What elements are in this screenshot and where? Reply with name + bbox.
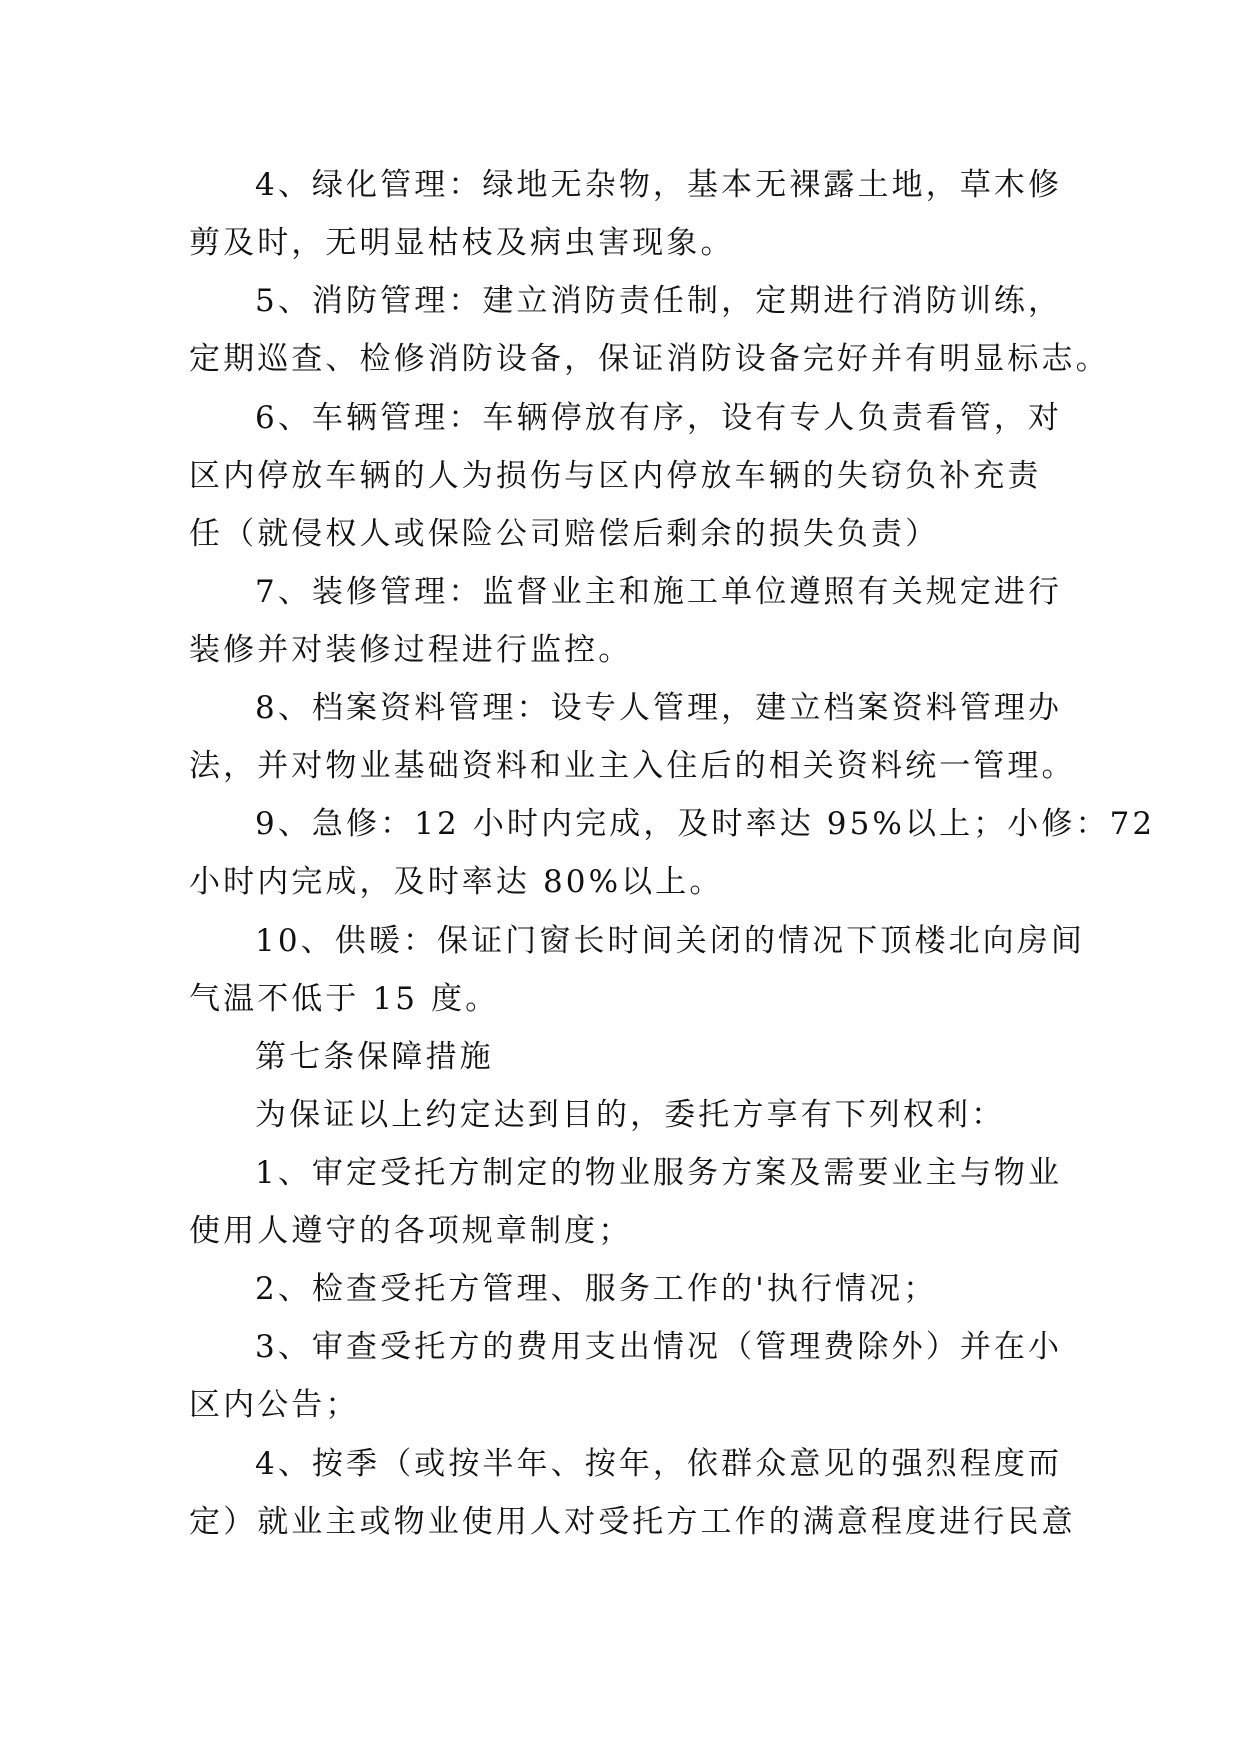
text-line: 定）就业主或物业使用人对受托方工作的满意程度进行民意 <box>189 1504 1076 1540</box>
text-line: 9、急修：12 小时内完成，及时率达 95%以上；小修：72 <box>255 806 1156 842</box>
text-line: 10、供暖：保证门窗长时间关闭的情况下顶楼北向房间 <box>255 923 1085 959</box>
text-line: 5、消防管理：建立消防责任制，定期进行消防训练， <box>255 283 1063 319</box>
text-line: 2、检查受托方管理、服务工作的'执行情况； <box>255 1271 938 1307</box>
text-line: 任（就侵权人或保险公司赔偿后剩余的损失负责） <box>189 516 940 552</box>
text-line: 气温不低于 15 度。 <box>189 981 500 1017</box>
text-line: 定期巡查、检修消防设备，保证消防设备完好并有明显标志。 <box>189 341 1110 377</box>
text-line: 区内停放车辆的人为损伤与区内停放车辆的失窃负补充责 <box>189 458 1042 494</box>
text-line: 4、绿化管理：绿地无杂物，基本无裸露土地，草木修 <box>255 167 1063 203</box>
text-line: 6、车辆管理：车辆停放有序，设有专人负责看管，对 <box>255 400 1063 436</box>
text-line: 区内公告； <box>189 1387 360 1423</box>
text-line: 使用人遵守的各项规章制度； <box>189 1213 633 1249</box>
text-line: 小时内完成，及时率达 80%以上。 <box>189 864 724 900</box>
text-line: 为保证以上约定达到目的，委托方享有下列权利： <box>255 1097 1006 1133</box>
text-line: 4、按季（或按半年、按年，依群众意见的强烈程度而 <box>255 1446 1063 1482</box>
text-line: 剪及时，无明显枯枝及病虫害现象。 <box>189 225 735 261</box>
text-line: 1、审定受托方制定的物业服务方案及需要业主与物业 <box>255 1155 1063 1191</box>
text-line: 法，并对物业基础资料和业主入住后的相关资料统一管理。 <box>189 748 1076 784</box>
section-heading: 第七条保障措施 <box>255 1039 494 1075</box>
text-line: 7、装修管理：监督业主和施工单位遵照有关规定进行 <box>255 574 1063 610</box>
text-line: 3、审查受托方的费用支出情况（管理费除外）并在小 <box>255 1329 1063 1365</box>
text-line: 装修并对装修过程进行监控。 <box>189 632 633 668</box>
text-line: 8、档案资料管理：设专人管理，建立档案资料管理办 <box>255 690 1063 726</box>
